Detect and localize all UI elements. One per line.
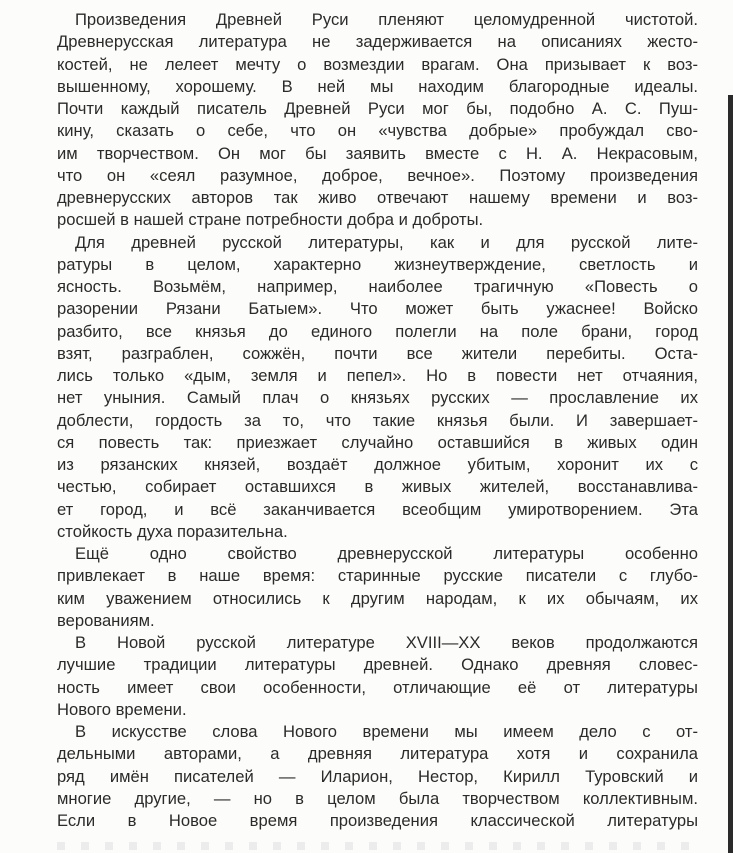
text-line: В Новой русской литературе XVIII—XX веков продолжаются bbox=[75, 633, 698, 652]
text-line: ряд имён писателей — Иларион, Нестор, Кирилл Туровский и bbox=[57, 766, 698, 786]
text-line: древнерусских авторов так живо отвечают нашему времени и воз- bbox=[57, 188, 698, 207]
text-line: дельными авторами, а древняя литература хотя и сохранила bbox=[57, 744, 698, 764]
text-line: росшей в нашей стране потребности добра и доброты. bbox=[57, 210, 484, 230]
text-line: разорении Рязани Батыем». Что может быть ужаснее! Войско bbox=[57, 299, 698, 319]
text-line: Если в Новое время произведения классической литературы bbox=[57, 811, 698, 830]
paragraph bbox=[57, 232, 698, 544]
text-line: привлекает в наше время: старинные русские писатели с глубо- bbox=[57, 566, 698, 586]
text-line: им творчеством. Он мог бы заявить вместе с Н. А. Некрасовым, bbox=[57, 143, 698, 163]
text-line: честью, собирает оставшихся в живых жителей, восстанавлива- bbox=[57, 477, 698, 497]
paragraph bbox=[57, 543, 698, 632]
text-line: стойкость духа поразительна. bbox=[57, 521, 288, 541]
text-line: что он «сеял разумное, доброе, вечное». Поэтому произведения bbox=[57, 165, 698, 185]
text-line: Для древней русской литературы, как и для русской лите- bbox=[75, 232, 698, 252]
text-line: вышенному, хорошему. В ней мы находим благородные идеалы. bbox=[57, 76, 698, 96]
scan-edge-shadow bbox=[728, 95, 733, 853]
text-line: нет уныния. Самый плач о князьях русских — прославление их bbox=[57, 388, 698, 408]
paragraph bbox=[57, 721, 698, 832]
text-line: костей, не лелеет мечту о возмездии врагам. Она призывает к воз- bbox=[57, 54, 698, 74]
text-line: лучшие традиции литературы древней. Однако древняя словес- bbox=[57, 655, 698, 675]
text-line: ет город, и всё заканчивается всеобщим умиротворением. Эта bbox=[57, 499, 698, 519]
text-line: из рязанских князей, воздаёт должное убитым, хоронит их с bbox=[57, 455, 698, 474]
text-line: Ещё одно свойство древнерусской литературы особенно bbox=[75, 544, 698, 563]
text-line: доблести, гордость за то, что такие князья были. И завершает- bbox=[57, 410, 698, 430]
text-line: разбито, все князья до единого полегли на поле брани, город bbox=[57, 321, 698, 341]
text-line: верованиям. bbox=[57, 610, 155, 630]
text-line: лись только «дым, земля и пепел». Но в повести нет отчаяния, bbox=[57, 366, 698, 385]
text-line: ясность. Возьмём, например, наиболее трагичную «Повесть о bbox=[57, 277, 698, 296]
paragraph bbox=[57, 632, 698, 721]
text-line: многие другие, — но в целом была творчеством коллективным. bbox=[57, 788, 698, 808]
text-line: Произведения Древней Руси пленяют целомудренной чистотой. bbox=[75, 10, 698, 29]
cut-off-next-line bbox=[57, 842, 698, 850]
text-line: ся повесть так: приезжает случайно оставшийся в живых один bbox=[57, 432, 698, 452]
text-line: взят, разграблен, сожжён, почти все жители перебиты. Оста- bbox=[57, 343, 698, 363]
text-line: ким уважением относились к другим народам, к их обычаям, их bbox=[57, 588, 698, 608]
text-line: ность имеет свои особенности, отличающие её от литературы bbox=[57, 677, 698, 697]
text-line: Древнерусская литература не задерживается на описаниях жесто- bbox=[57, 32, 698, 52]
text-line: В искусстве слова Нового времени мы имеем дело с от- bbox=[75, 722, 698, 741]
text-line: Нового времени. bbox=[57, 699, 187, 719]
text-line: кину, сказать о себе, что он «чувства добрые» пробуждал сво- bbox=[57, 121, 698, 141]
text-line: Почти каждый писатель Древней Руси мог бы, подобно А. С. Пуш- bbox=[57, 99, 698, 118]
text-line: ратуры в целом, характерно жизнеутверждение, светлость и bbox=[57, 254, 698, 274]
paragraph bbox=[57, 9, 698, 232]
document-page-text bbox=[57, 9, 698, 832]
